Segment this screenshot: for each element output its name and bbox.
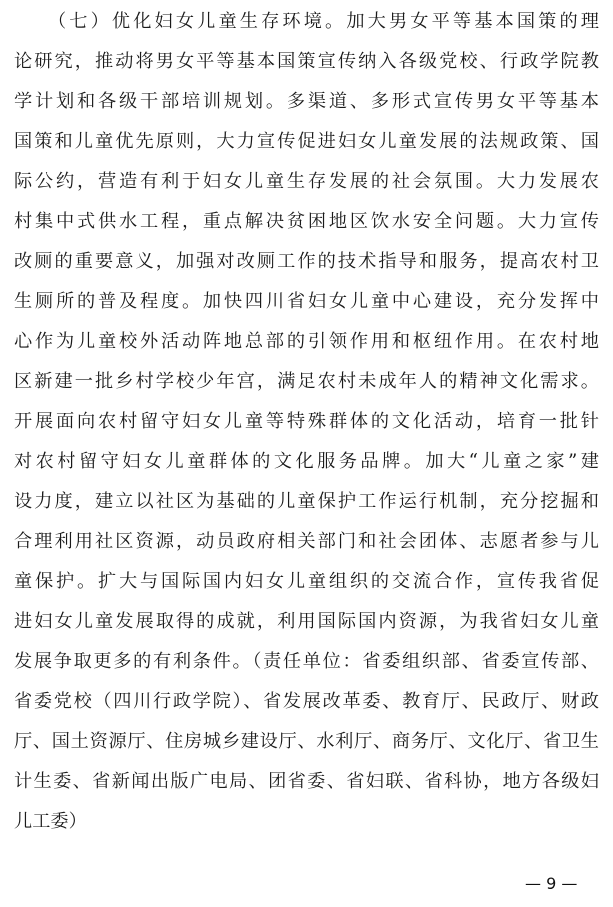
text-line: 开展面向农村留守妇女儿童等特殊群体的文化活动，培育一批针 [14,411,599,432]
text-line: 对农村留守妇女儿童群体的文化服务品牌。加大“儿童之家”建 [14,451,599,472]
text-line: 计生委、省新闻出版广电局、团省委、省妇联、省科协，地方各级妇 [14,771,599,792]
text-line: 厅、国土资源厅、住房城乡建设厅、水利厅、商务厅、文化厅、省卫生 [14,731,599,752]
text-line: 童保护。扩大与国际国内妇女儿童组织的交流合作，宣传我省促 [14,571,599,592]
page-footer [0,872,613,896]
text-line: 国策和儿童优先原则，大力宣传促进妇女儿童发展的法规政策、国 [14,131,599,152]
text-line: 村集中式供水工程，重点解决贫困地区饮水安全问题。大力宣传 [14,211,599,232]
text-line: 生厕所的普及程度。加快四川省妇女儿童中心建设，充分发挥中 [14,291,599,312]
text-line: 设力度，建立以社区为基础的儿童保护工作运行机制，充分挖掘和 [14,491,599,512]
page-number: — 9 — [525,874,578,893]
text-line: 际公约，营造有利于妇女儿童生存发展的社会氛围。大力发展农 [14,171,599,192]
text-line: 心作为儿童校外活动阵地总部的引领作用和枢纽作用。在农村地 [14,331,599,352]
text-line: 合理利用社区资源，动员政府相关部门和社会团体、志愿者参与儿 [14,531,599,552]
text-line: （七）优化妇女儿童生存环境。加大男女平等基本国策的理 [48,11,599,32]
text-line: 进妇女儿童发展取得的成就，利用国际国内资源，为我省妇女儿童 [14,611,599,632]
text-line: 区新建一批乡村学校少年宫，满足农村未成年人的精神文化需求。 [14,371,599,392]
text-line: 儿工委） [14,811,87,832]
text-line: 改厕的重要意义，加强对改厕工作的技术指导和服务，提高农村卫 [14,251,599,272]
text-line: 论研究，推动将男女平等基本国策宣传纳入各级党校、行政学院教 [14,51,599,72]
text-line: 学计划和各级干部培训规划。多渠道、多形式宣传男女平等基本 [14,91,599,112]
text-line: 省委党校（四川行政学院）、省发展改革委、教育厅、民政厅、财政 [14,691,599,712]
text-line: 发展争取更多的有利条件。（责任单位：省委组织部、省委宣传部、 [14,651,599,672]
